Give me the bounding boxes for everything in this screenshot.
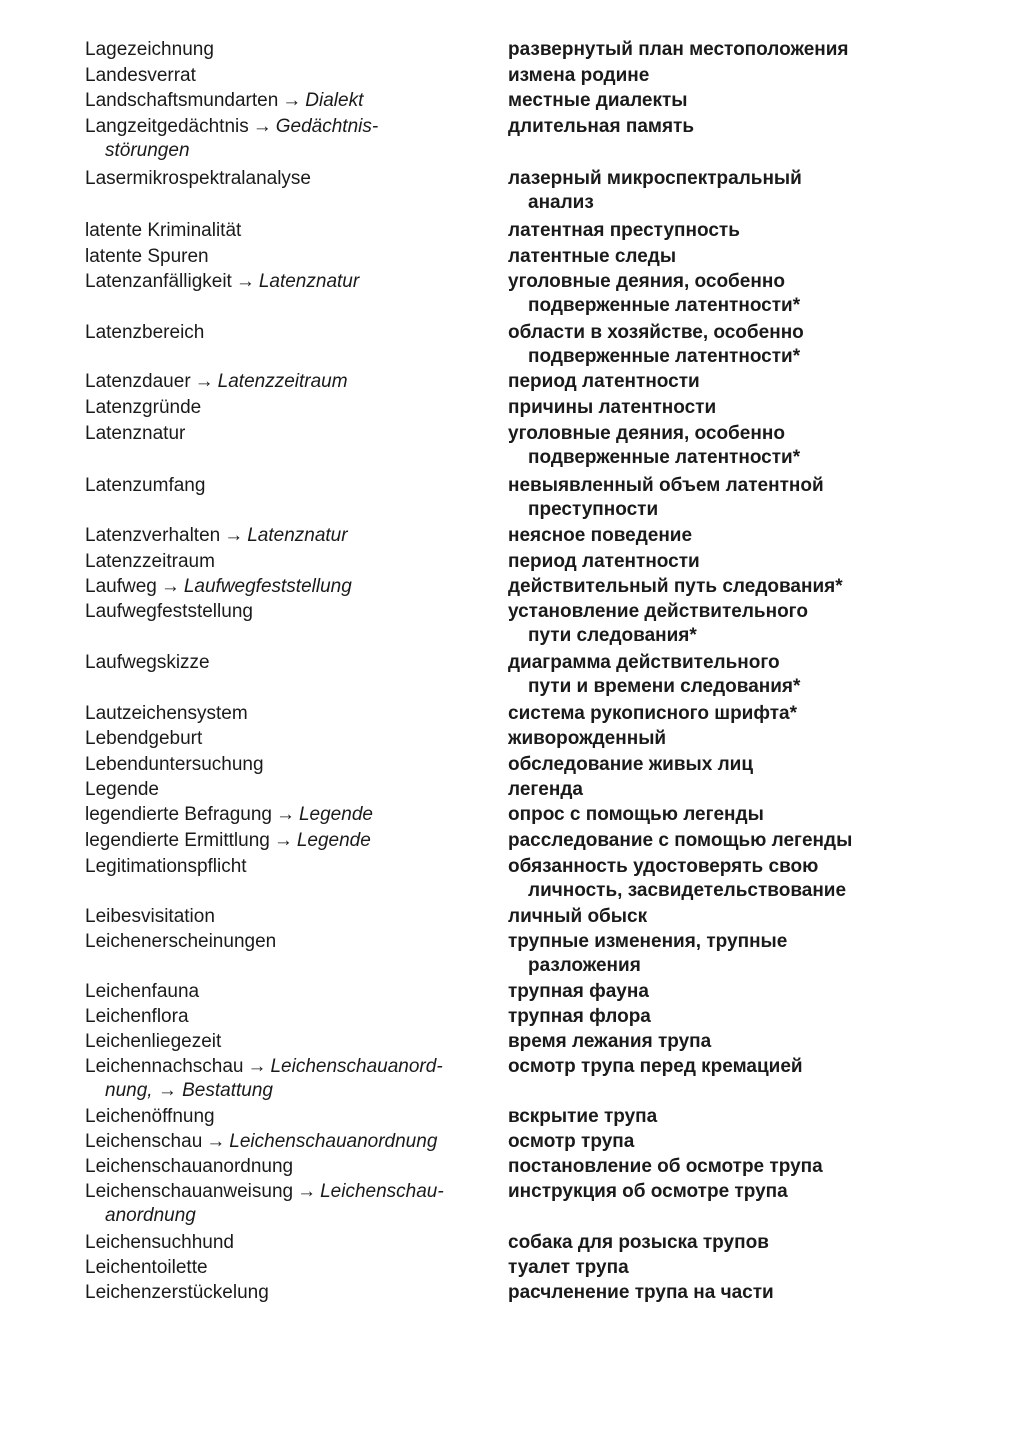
cross-reference: Latenznatur: [247, 525, 348, 546]
russian-translation: [508, 321, 804, 369]
german-term: [85, 524, 348, 548]
russian-translation: [508, 930, 787, 978]
translation-text: диаграмма действительного: [508, 652, 780, 673]
russian-translation: [508, 219, 740, 243]
german-term: [85, 905, 215, 929]
term-text: Latenzanfälligkeit: [85, 271, 232, 292]
translation-text: лазерный микроспектральный: [508, 168, 802, 189]
dictionary-entry: [0, 115, 1024, 161]
translation-text: невыявленный объем латентной: [508, 475, 824, 496]
german-term: [85, 855, 247, 879]
translation-text: области в хозяйстве, особенно: [508, 322, 804, 343]
russian-translation: [508, 778, 583, 802]
german-term: [85, 219, 241, 243]
dictionary-entry: [0, 1005, 1024, 1029]
term-text: legendierte Ermittlung: [85, 830, 270, 851]
german-term: [85, 474, 205, 498]
term-text: Latenzgründe: [85, 397, 202, 418]
russian-translation: [508, 1055, 803, 1079]
term-text: Langzeitgedächtnis: [85, 116, 249, 137]
russian-translation: [508, 1130, 634, 1154]
term-text: Leichensuchhund: [85, 1232, 234, 1253]
russian-translation: [508, 727, 666, 751]
dictionary-entry: [0, 38, 1024, 62]
term-text: Latenzdauer: [85, 371, 191, 392]
term-text: Latenzzeitraum: [85, 551, 215, 572]
russian-translation: [508, 829, 852, 853]
german-term: [85, 651, 210, 675]
dictionary-entry: [0, 1256, 1024, 1280]
cross-reference: Latenznatur: [258, 271, 360, 292]
translation-text: развернутый план местоположения: [508, 39, 849, 60]
russian-translation: [508, 1180, 788, 1204]
term-text: Legende: [85, 779, 159, 800]
dictionary-entry: [0, 321, 1024, 367]
term-text: Lasermikrospektralanalyse: [85, 168, 311, 189]
cross-reference: Latenzzeitraum: [217, 371, 348, 392]
russian-translation: [508, 396, 716, 420]
translation-text: вскрытие трупа: [508, 1106, 658, 1127]
arrow-right-icon: →: [252, 116, 272, 137]
russian-translation: [508, 905, 647, 929]
german-term: [85, 1231, 234, 1255]
term-text: Leichenfauna: [85, 981, 200, 1002]
translation-continuation: анализ: [528, 192, 594, 213]
translation-continuation: личность, засвидетельствование: [528, 880, 847, 901]
cross-reference: Leichenschauanordnung: [229, 1131, 438, 1152]
term-text: Leichenliegezeit: [85, 1031, 222, 1052]
german-term: [85, 38, 214, 62]
term-text: Landschaftsmundarten: [85, 90, 279, 111]
russian-translation: [508, 855, 846, 903]
dictionary-entry: [0, 524, 1024, 548]
german-term: [85, 167, 311, 191]
dictionary-entry: [0, 702, 1024, 726]
russian-translation: [508, 1005, 651, 1029]
german-term: [85, 396, 201, 420]
translation-text: период латентности: [508, 371, 700, 392]
translation-continuation: подверженные латентности*: [528, 295, 801, 316]
dictionary-entry: [0, 727, 1024, 751]
translation-text: действительный путь следования*: [508, 576, 843, 597]
translation-text: расчленение трупа на части: [508, 1282, 774, 1303]
translation-continuation: подверженные латентности*: [528, 447, 801, 468]
cross-reference-continuation: anordnung: [105, 1205, 196, 1226]
term-text: Landesverrat: [85, 65, 196, 86]
term-text: Laufwegfeststellung: [85, 601, 253, 622]
translation-text: расследование с помощью легенды: [508, 830, 853, 851]
term-text: Latenzumfang: [85, 475, 206, 496]
german-term: [85, 803, 373, 827]
cross-reference: Leichenschauanord-: [270, 1056, 443, 1077]
translation-text: длительная память: [508, 116, 695, 137]
dictionary-entry: [0, 600, 1024, 646]
german-term: [85, 1281, 269, 1305]
translation-text: осмотр трупа перед кремацией: [508, 1056, 803, 1077]
translation-text: инструкция об осмотре трупа: [508, 1181, 788, 1202]
german-term: [85, 753, 264, 777]
translation-continuation: пути следования*: [528, 625, 697, 646]
german-term: [85, 1005, 189, 1029]
russian-translation: [508, 753, 753, 777]
term-text: latente Spuren: [85, 246, 209, 267]
dictionary-entry: [0, 89, 1024, 113]
dictionary-entry: [0, 1155, 1024, 1179]
translation-continuation: преступности: [528, 499, 659, 520]
russian-translation: [508, 64, 649, 88]
dictionary-entry: [0, 575, 1024, 599]
dictionary-entry: [0, 1130, 1024, 1154]
dictionary-entry: [0, 64, 1024, 88]
translation-text: латентная преступность: [508, 220, 740, 241]
german-term: [85, 600, 253, 624]
german-term: [85, 930, 276, 954]
russian-translation: [508, 115, 694, 139]
translation-text: время лежания трупа: [508, 1031, 712, 1052]
translation-text: туалет трупа: [508, 1257, 629, 1278]
cross-reference: Legende: [298, 804, 373, 825]
dictionary-entry: [0, 803, 1024, 827]
term-text: Leichennachschau: [85, 1056, 244, 1077]
russian-translation: [508, 89, 688, 113]
term-text: Lebenduntersuchung: [85, 754, 264, 775]
russian-translation: [508, 651, 800, 699]
german-term: [85, 1130, 437, 1154]
cross-reference: Gedächtnis-: [275, 116, 379, 137]
dictionary-entry: [0, 474, 1024, 520]
arrow-right-icon: →: [160, 576, 180, 597]
translation-text: система рукописного шрифта*: [508, 703, 797, 724]
term-text: Leichenerscheinungen: [85, 931, 277, 952]
russian-translation: [508, 270, 800, 318]
german-term: [85, 422, 185, 446]
russian-translation: [508, 1030, 711, 1054]
arrow-right-icon: →: [235, 271, 255, 292]
dictionary-entry: [0, 980, 1024, 1004]
russian-translation: [508, 550, 700, 574]
dictionary-entry: [0, 651, 1024, 697]
russian-translation: [508, 245, 676, 269]
arrow-right-icon: →: [297, 1181, 317, 1202]
russian-translation: [508, 1281, 774, 1305]
german-term: [85, 89, 363, 113]
term-text: Leichentoilette: [85, 1257, 208, 1278]
term-text: Leichenzerstückelung: [85, 1282, 269, 1303]
translation-text: неясное поведение: [508, 525, 693, 546]
term-text: Leichenschauanweisung: [85, 1181, 294, 1202]
german-term: [85, 64, 196, 88]
translation-text: местные диалекты: [508, 90, 688, 111]
german-term: [85, 980, 199, 1004]
russian-translation: [508, 1256, 629, 1280]
term-text: latente Kriminalität: [85, 220, 242, 241]
german-term: [85, 778, 159, 802]
german-term: [85, 245, 209, 269]
dictionary-entry: [0, 245, 1024, 269]
russian-translation: [508, 474, 824, 522]
german-term: [85, 702, 248, 726]
translation-text: период латентности: [508, 551, 700, 572]
russian-translation: [508, 803, 764, 827]
german-term: [85, 270, 359, 294]
term-text: Leichenöffnung: [85, 1106, 215, 1127]
dictionary-entry: [0, 550, 1024, 574]
term-text: Leibesvisitation: [85, 906, 215, 927]
translation-text: трупные изменения, трупные: [508, 931, 788, 952]
translation-text: собака для розыска трупов: [508, 1232, 769, 1253]
arrow-right-icon: →: [194, 371, 214, 392]
russian-translation: [508, 167, 802, 215]
translation-text: трупная флора: [508, 1006, 651, 1027]
translation-continuation: подверженные латентности*: [528, 346, 801, 367]
translation-text: трупная фауна: [508, 981, 649, 1002]
dictionary-entry: [0, 1105, 1024, 1129]
translation-text: уголовные деяния, особенно: [508, 423, 785, 444]
arrow-right-icon: →: [206, 1131, 226, 1152]
dictionary-entry: [0, 422, 1024, 468]
russian-translation: [508, 524, 692, 548]
dictionary-entry: [0, 1180, 1024, 1226]
arrow-right-icon: →: [247, 1056, 267, 1077]
russian-translation: [508, 600, 808, 648]
german-term: [85, 829, 371, 853]
german-term: [85, 1030, 221, 1054]
translation-text: причины латентности: [508, 397, 717, 418]
dictionary-entry: [0, 855, 1024, 901]
russian-translation: [508, 1155, 823, 1179]
arrow-right-icon: →: [224, 525, 244, 546]
term-text: Laufweg: [85, 576, 157, 597]
dictionary-entry: [0, 930, 1024, 976]
translation-text: опрос с помощью легенды: [508, 804, 764, 825]
russian-translation: [508, 702, 797, 726]
cross-reference: Legende: [296, 830, 371, 851]
term-text: Leichenschau: [85, 1131, 203, 1152]
german-term: [85, 550, 215, 574]
translation-text: осмотр трупа: [508, 1131, 635, 1152]
german-term: [85, 1055, 443, 1103]
german-term: [85, 575, 352, 599]
translation-text: обследование живых лиц: [508, 754, 754, 775]
dictionary-entry: [0, 396, 1024, 420]
term-text: Laufwegskizze: [85, 652, 210, 673]
translation-text: постановление об осмотре трупа: [508, 1156, 823, 1177]
dictionary-entry: [0, 167, 1024, 213]
term-text: Lebendgeburt: [85, 728, 203, 749]
translation-continuation: разложения: [528, 955, 641, 976]
german-term: [85, 1105, 215, 1129]
dictionary-entry: [0, 829, 1024, 853]
dictionary-entry: [0, 1231, 1024, 1255]
term-text: Latenznatur: [85, 423, 186, 444]
german-term: [85, 1180, 444, 1228]
arrow-right-icon: →: [273, 830, 293, 851]
dictionary-entry: [0, 778, 1024, 802]
dictionary-entry: [0, 1030, 1024, 1054]
russian-translation: [508, 1105, 657, 1129]
russian-translation: [508, 1231, 769, 1255]
translation-text: измена родине: [508, 65, 650, 86]
dictionary-entry: [0, 1055, 1024, 1101]
translation-text: обязанность удостоверять свою: [508, 856, 819, 877]
russian-translation: [508, 422, 800, 470]
german-term: [85, 1155, 293, 1179]
russian-translation: [508, 980, 649, 1004]
dictionary-entry: [0, 219, 1024, 243]
dictionary-entry: [0, 370, 1024, 394]
dictionary-entry: [0, 753, 1024, 777]
german-term: [85, 321, 204, 345]
dictionary-entry: [0, 905, 1024, 929]
russian-translation: [508, 38, 849, 62]
translation-continuation: пути и времени следования*: [528, 676, 801, 697]
term-text: Latenzverhalten: [85, 525, 221, 546]
dictionary-entry: [0, 270, 1024, 316]
cross-reference: Laufwegfeststellung: [183, 576, 352, 597]
term-text: legendierte Befragung: [85, 804, 272, 825]
cross-reference: Dialekt: [305, 90, 364, 111]
german-term: [85, 115, 378, 163]
german-term: [85, 370, 348, 394]
arrow-right-icon: →: [275, 804, 295, 825]
german-term: [85, 727, 202, 751]
translation-text: живорожденный: [508, 728, 667, 749]
term-text: Leichenflora: [85, 1006, 189, 1027]
translation-text: личный обыск: [508, 906, 648, 927]
russian-translation: [508, 575, 843, 599]
cross-reference: Leichenschau-: [320, 1181, 444, 1202]
translation-text: латентные следы: [508, 246, 677, 267]
term-text: Lautzeichensystem: [85, 703, 248, 724]
arrow-right-icon: →: [282, 90, 302, 111]
cross-reference-continuation: störungen: [105, 140, 190, 161]
translation-text: уголовные деяния, особенно: [508, 271, 785, 292]
dictionary-entry: [0, 1281, 1024, 1305]
term-text: Lagezeichnung: [85, 39, 214, 60]
term-text: Leichenschauanordnung: [85, 1156, 294, 1177]
translation-text: установление действительного: [508, 601, 808, 622]
german-term: [85, 1256, 208, 1280]
term-text: Latenzbereich: [85, 322, 205, 343]
translation-text: легенда: [508, 779, 583, 800]
term-text: Legitimationspflicht: [85, 856, 247, 877]
russian-translation: [508, 370, 700, 394]
cross-reference-continuation: nung, → Bestattung: [105, 1080, 273, 1101]
